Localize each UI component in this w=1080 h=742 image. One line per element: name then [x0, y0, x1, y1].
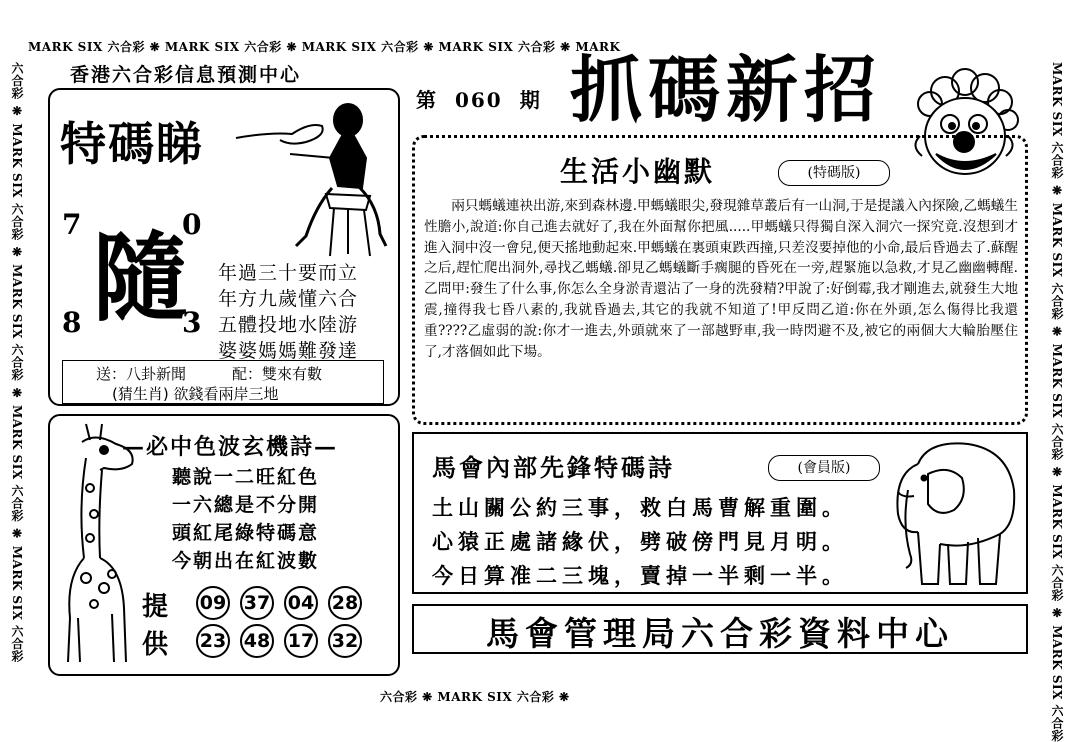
whip-woman-illustration [230, 96, 395, 258]
number-ball: 37 [240, 586, 274, 620]
issue-label [416, 84, 542, 113]
row2-label: 供 [142, 630, 169, 660]
number-ball: 28 [328, 586, 362, 620]
issue-number: 060 [454, 88, 503, 112]
humor-title: 生活小幽默 [560, 155, 716, 188]
issue-suffix: 期 [519, 88, 542, 112]
bottom-border-strip: 六合彩 ❋ MARK SIX 六合彩 ❋ [380, 690, 570, 704]
color-poem-line: 一六總是不分開 [172, 494, 320, 516]
number-ball: 09 [196, 586, 230, 620]
color-poem-line: 頭紅尾綠特碼意 [172, 522, 320, 544]
color-poem-line: 聽說一二旺紅色 [172, 466, 320, 488]
prediction-poem-line: 年過三十要而立 [218, 262, 359, 284]
pair-label: 配：雙來有數 [232, 365, 323, 383]
humor-story: 兩只螞蟻連袂出游,來到森林邊.甲螞蟻眼尖,發現雜草叢后有一山洞,于是提議入內探險,乙螞蟻生性膽小,說道:你自己進去就好了,我在外面幫你把風.....甲螞蟻只得獨自深入洞穴一探究竟.沒想到才進入洞中沒一會兒,便天搖地動起來.甲螞蟻在裏頭東跌西撞,只差沒要掉他的小命,最后昏過去了.蘇醒之后,趕忙爬出洞外,尋找乙螞蟻.卻見乙螞蟻斷手瘸腿的昏死在一旁,趕緊施以急救,才見乙幽幽轉醒.乙問甲:發生了什么事,你怎么全身淤青還沾了一身的洗發精?甲說了:好倒霉,我才剛進去,就發生大地震,撞得我七昏八素的,我就昏過去,其它的我就不知道了!甲反問乙道:你在外頭,怎么傷得比我還重????乙虛弱的說:你才一進去,外頭就來了一部越野車,我一時閃避不及,被它的兩個大大輪胎壓住了,才落個如此下場。 [424, 198, 1018, 360]
main-title: 抓碼新招 [570, 47, 883, 132]
guess-line: (猜生肖) 欲錢看兩岸三地 [112, 385, 279, 403]
prediction-poem-line: 五體投地水陸游 [218, 314, 359, 336]
special-poem-title: 馬會內部先鋒特碼詩 [432, 453, 675, 482]
left-border-strip: 六合彩 ❋ MARK SIX 六合彩 ❋ MARK SIX 六合彩 ❋ MARK SIX 六合彩 ❋ MARK SIX 六合彩 [10, 62, 24, 663]
center-name: 香港六合彩信息預測中心 [70, 64, 302, 86]
prediction-poem-line: 婆婆媽媽難發達 [218, 340, 359, 362]
color-poem-title: —必中色波玄機詩— [122, 434, 339, 460]
footer-text: 馬會管理局六合彩資料中心 [486, 614, 954, 653]
digit-bottom-left: 8 [62, 306, 82, 339]
issue-prefix: 第 [416, 88, 438, 112]
digit-bottom-right: 3 [182, 306, 202, 339]
number-ball: 23 [196, 624, 230, 658]
number-ball: 17 [284, 624, 318, 658]
special-poem-subtitle: (會員版) [768, 455, 880, 481]
special-poem-line: 今日算准二三塊，賣掉一半剩一半。 [432, 563, 848, 588]
number-ball: 48 [240, 624, 274, 658]
big-character: 隨 [92, 221, 188, 334]
brand-title: 特碼睇 [60, 117, 204, 171]
digit-top-left: 7 [62, 208, 82, 241]
send-label: 送：八卦新聞 [96, 365, 187, 383]
row1-label: 提 [142, 592, 169, 622]
digit-top-right: 0 [182, 208, 202, 241]
top-border-strip: MARK SIX 六合彩 ❋ MARK SIX 六合彩 ❋ MARK SIX 六合彩 ❋ MARK SIX 六合彩 ❋ MARK [28, 40, 621, 54]
special-poem-line: 心猿正處諸緣伏，劈破傍門見月明。 [432, 529, 848, 554]
right-border-strip: MARK SIX 六合彩 ❋ MARK SIX 六合彩 ❋ MARK SIX 六合彩 ❋ MARK SIX 六合彩 ❋ MARK SIX 六合彩 [1050, 62, 1064, 742]
prediction-poem-line: 年方九歲懂六合 [218, 288, 359, 310]
humor-subtitle: (特碼版) [778, 160, 890, 186]
elephant-illustration [888, 434, 1024, 592]
number-ball: 32 [328, 624, 362, 658]
number-ball: 04 [284, 586, 318, 620]
special-poem-line: 土山關公約三事，救白馬曹解重圍。 [432, 495, 848, 520]
color-poem-line: 今朝出在紅波數 [172, 550, 320, 572]
